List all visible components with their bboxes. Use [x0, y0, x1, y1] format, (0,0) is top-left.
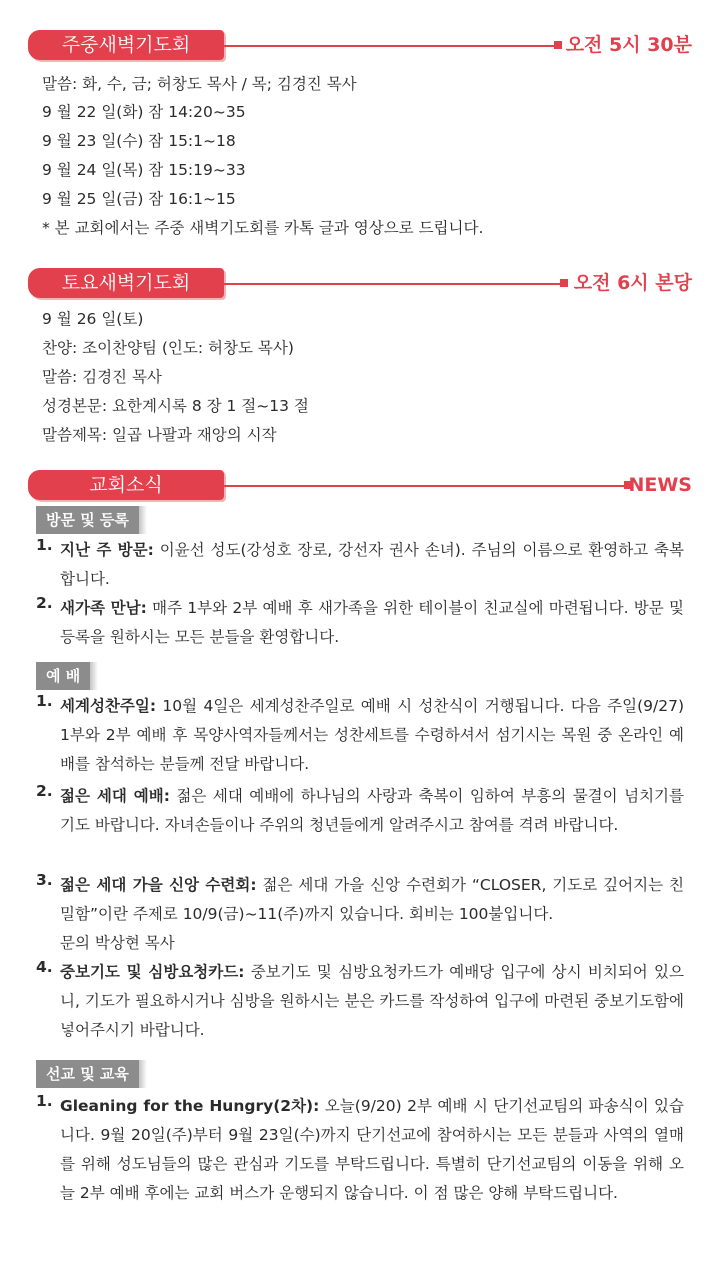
text-line: 9 월 22 일(화) 잠 14:20~35 — [42, 103, 246, 121]
news-item — [36, 594, 684, 652]
text-line: 말씀제목: 일곱 나팔과 재앙의 시작 — [42, 426, 277, 444]
news-item — [36, 692, 684, 779]
subheading-worship: 예 배 — [36, 662, 90, 690]
section-time: 오전 6시 본당 — [573, 272, 692, 294]
subheading-visit: 방문 및 등록 — [36, 506, 139, 534]
news-header — [28, 470, 692, 500]
item-number: 3. — [36, 871, 53, 889]
section-title: 토요새벽기도회 — [28, 268, 224, 298]
item-text: 오늘(9/20) 2부 예배 시 단기선교팀의 파송식이 있습니다. 9월 20일(주)부터 9월 23일(수)까지 단기선교에 참여하시는 모든 분들과 사역의 열매를 위해 성도님들의 많은 관심과 기도를 부탁드립니다. 특별히 단기선교팀의 이동을 위해 오늘 2부 예배 후에는 교회 버스가 운행되지 않습니다. 이 점 많은 양해 부탁드립니다. — [60, 1097, 684, 1202]
item-text: 젊은 세대 예배에 하나님의 사랑과 축복이 임하여 부흥의 물결이 넘치기를 기도 바랍니다. 자녀손들이나 주위의 청년들에게 알려주시고 참여를 격려 바랍니다. — [60, 787, 684, 834]
item-number: 1. — [36, 692, 53, 710]
item-text: 젊은 세대 가을 신앙 수련회가 “CLOSER, 기도로 깊어지는 친밀함”이란 주제로 10/9(금)~11(주)까지 있습니다. 회비는 100불입니다. — [60, 876, 684, 923]
item-text: 중보기도 및 심방요청카드가 예배당 입구에 상시 비치되어 있으니, 기도가 필요하시거나 심방을 원하시는 분은 카드를 작성하여 입구에 마련된 중보기도함에 넣어주시기 바랍니다. — [60, 963, 685, 1039]
item-text: 매주 1부와 2부 예배 후 새가족을 위한 테이블이 친교실에 마련됩니다. 방문 및 등록을 원하시는 모든 분들을 환영합니다. — [60, 599, 684, 646]
item-title: 세계성찬주일: — [60, 697, 157, 715]
item-title: 젊은 세대 가을 신앙 수련회: — [60, 876, 257, 894]
text-line: 9 월 23 일(수) 잠 15:1~18 — [42, 132, 236, 150]
subheading-mission: 선교 및 교육 — [36, 1060, 139, 1088]
news-item — [36, 782, 684, 840]
news-item — [36, 1092, 684, 1208]
item-title: 중보기도 및 심방요청카드: — [60, 963, 245, 981]
divider-line — [224, 283, 564, 285]
section-time: 오전 5시 30분 — [565, 34, 692, 56]
section-label: NEWS — [628, 474, 692, 496]
item-title: 새가족 만남: — [60, 599, 147, 617]
note-line: * 본 교회에서는 주중 새벽기도회를 카톡 글과 영상으로 드립니다. — [42, 219, 484, 237]
text-line: 말씀: 김경진 목사 — [42, 368, 162, 386]
item-number: 2. — [36, 594, 53, 612]
text-line: 찬양: 조이찬양팀 (인도: 허창도 목사) — [42, 339, 294, 357]
item-number: 4. — [36, 958, 53, 976]
item-text: 이윤선 성도(강성호 장로, 강선자 권사 손녀). 주님의 이름으로 환영하고 축복합니다. — [60, 541, 684, 588]
text-line: 성경본문: 요한계시록 8 장 1 절~13 절 — [42, 397, 309, 415]
divider-line — [224, 45, 558, 47]
item-text: 10월 4일은 세계성찬주일로 예배 시 성찬식이 거행됩니다. 다음 주일(9/27) 1부와 2부 예배 후 목양사역자들께서는 성찬세트를 수령하셔서 섬기시는 목원 중 온라인 예배를 참석하는 분들께 전달 바랍니다. — [60, 697, 684, 773]
item-number: 1. — [36, 1092, 53, 1110]
item-title: 지난 주 방문: — [60, 541, 154, 559]
item-number: 1. — [36, 536, 53, 554]
news-item — [36, 871, 684, 958]
news-item — [36, 536, 684, 594]
item-title: Gleaning for the Hungry(2차): — [60, 1097, 320, 1115]
text-line: 말씀: 화, 수, 금; 허창도 목사 / 목; 김경진 목사 — [42, 75, 357, 93]
saturday-dawn-header — [28, 268, 692, 298]
weekday-dawn-header — [28, 30, 692, 60]
text-line: 9 월 25 일(금) 잠 16:1~15 — [42, 190, 236, 208]
divider-dot — [554, 41, 562, 49]
section-title: 주중새벽기도회 — [28, 30, 224, 60]
news-item — [36, 958, 684, 1045]
item-number: 2. — [36, 782, 53, 800]
divider-dot — [560, 279, 568, 287]
divider-line — [224, 485, 628, 487]
item-contact: 문의 박상현 목사 — [60, 934, 175, 952]
item-title: 젊은 세대 예배: — [60, 787, 170, 805]
text-line: 9 월 24 일(목) 잠 15:19~33 — [42, 161, 246, 179]
text-line: 9 월 26 일(토) — [42, 310, 144, 328]
section-title: 교회소식 — [28, 470, 224, 500]
